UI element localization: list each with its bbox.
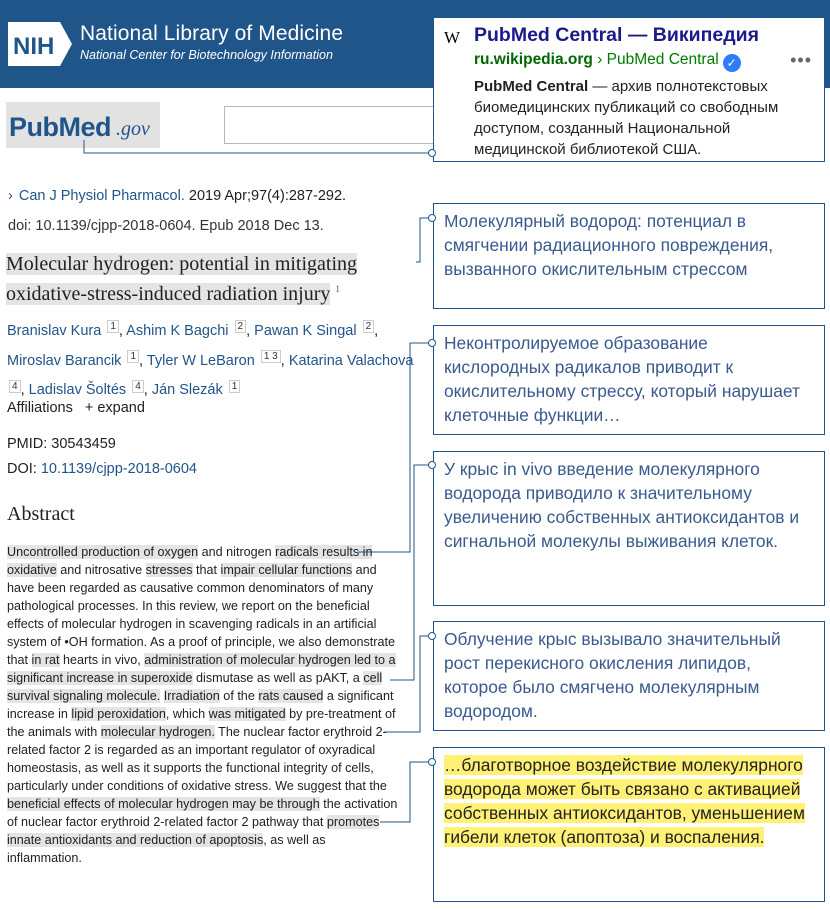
abstract-heading: Abstract — [7, 503, 75, 525]
abstract-highlight: was mitigated — [208, 707, 286, 721]
abstract-highlight: stresses — [145, 563, 193, 577]
doi-label: DOI: — [7, 461, 41, 477]
wiki-url[interactable] — [474, 51, 741, 72]
abstract-highlight: lipid peroxidation — [71, 707, 166, 721]
title-superscript: 1 — [335, 284, 340, 294]
wiki-domain: ru.wikipedia.org — [474, 51, 593, 68]
author-item — [29, 382, 152, 398]
wiki-url-path: PubMed Central — [606, 51, 719, 68]
author-link[interactable]: Pawan K Singal — [254, 322, 357, 339]
expand-button[interactable] — [85, 400, 145, 416]
author-affiliation-number[interactable]: 1 — [229, 380, 241, 393]
doi-epub-line: doi: 10.1139/cjpp-2018-0604. Epub 2018 Dec 13. — [8, 218, 324, 234]
author-separator: , — [20, 382, 29, 399]
author-affiliation-number[interactable]: 1 — [107, 320, 119, 333]
author-link[interactable]: Miroslav Barancik — [7, 352, 122, 369]
citation-date: 2019 Apr;97(4):287-292. — [184, 188, 347, 204]
wikipedia-card — [433, 17, 825, 162]
author-link[interactable]: Branislav Kura — [7, 322, 102, 339]
abstract-highlight: promotes innate antioxidants and reduction of apoptosis — [7, 815, 380, 847]
verified-check-icon: ✓ — [723, 54, 741, 72]
doi-row — [7, 461, 197, 477]
expand-label: expand — [97, 400, 145, 416]
pmid: PMID: 30543459 — [7, 436, 116, 452]
pubmed-logo-suffix: .gov — [116, 118, 150, 140]
pubmed-logo-text: PubMed — [9, 112, 111, 142]
article-title — [6, 252, 416, 307]
author-item — [152, 382, 241, 398]
wiki-desc-bold: PubMed Central — [474, 78, 589, 95]
author-item — [126, 323, 254, 339]
abstract-segment: of the — [219, 689, 259, 703]
author-affiliation-number[interactable]: 4 — [132, 380, 144, 393]
wiki-desc-text: — архив полнотекстовых биомедицинских публикаций со свободным доступом, созданный Национальной медицинской библиотекой США. — [474, 78, 779, 158]
author-affiliation-number[interactable]: 1 — [127, 350, 139, 363]
nih-title: National Library of Medicine — [80, 22, 344, 45]
abstract-segment: a significant increase in — [7, 689, 394, 721]
abstract-highlight: molecular hydrogen. — [100, 725, 215, 739]
abstract-highlight: administration of molecular hydrogen led to a significant increase in superoxide — [7, 653, 396, 685]
article-title-text: Molecular hydrogen: potential in mitigating oxidative-stress-induced radiation injury — [6, 253, 358, 305]
nih-logo-text: NIH — [13, 33, 55, 60]
author-item — [7, 323, 126, 339]
translation-box-3: Облучение крыс вызывало значительный рост перекисного окисления липидов, которое было смягчено молекулярным водородом. — [433, 621, 825, 731]
abstract-highlight: in rat — [31, 653, 60, 667]
author-list — [7, 314, 427, 403]
more-options-icon[interactable]: ••• — [790, 50, 812, 70]
author-link[interactable]: Katarina Valachova — [288, 352, 414, 369]
abstract-segment: and have been regarded as causative common denominators of many pathological processes. In this review, we report on the beneficial effects of molecular hydrogen in scavenging radicals in an artificial system of •OH formation. As a proof of principle, we also demonstrate that — [7, 563, 395, 667]
author-link[interactable]: Ashim K Bagchi — [126, 322, 229, 339]
author-affiliation-number[interactable]: 4 — [9, 380, 21, 393]
author-link[interactable]: Ladislav Šoltés — [28, 382, 127, 399]
wikipedia-icon: W — [444, 28, 461, 47]
abstract-highlight: cell survival signaling molecule. — [7, 671, 383, 703]
translation-highlight: …благотворное воздействие молекулярного водорода может быть связано с активацией собственных антиоксидантов, уменьшением гибели клеток (апоптоза) и воспаления. — [444, 755, 805, 847]
abstract-segment: by pre-treatment of the animals with — [7, 707, 396, 739]
wiki-url-separator: › — [597, 51, 603, 68]
wiki-title-link[interactable]: PubMed Central — Википедия — [474, 24, 759, 46]
abstract-highlight: rats caused — [258, 689, 324, 703]
translation-box-4 — [433, 747, 825, 902]
abstract-segment: and nitrogen — [198, 545, 276, 559]
journal-link[interactable]: Can J Physiol Pharmacol. — [18, 188, 185, 204]
author-item — [146, 350, 289, 369]
abstract-text — [7, 543, 399, 867]
abstract-segment: hearts in vivo, — [59, 653, 145, 667]
chevron-right-icon[interactable]: › — [8, 188, 13, 204]
abstract-segment: , which — [165, 707, 209, 721]
abstract-highlight: radicals results in oxidative — [7, 545, 373, 577]
author-item — [254, 323, 378, 339]
abstract-segment: that — [192, 563, 221, 577]
citation — [8, 188, 346, 204]
author-separator: , — [280, 352, 289, 369]
affiliations-label: Affiliations — [7, 400, 73, 416]
abstract-segment: The nuclear factor erythroid 2-related factor 2 is regarded as an important regulator of oxyradical homeostasis, as well as it supports the functional integrity of cells, particularly under conditions of oxidative stress. We suggest that the — [7, 725, 387, 793]
pubmed-logo[interactable] — [6, 102, 160, 148]
author-separator: , — [118, 322, 127, 339]
abstract-segment: and nitrosative — [56, 563, 146, 577]
author-separator: , — [139, 352, 147, 369]
abstract-highlight: beneficial effects of molecular hydrogen may be through — [7, 797, 320, 811]
translation-box-2: У крыс in vivo введение молекулярного водорода приводило к значительному увеличению собственных антиоксидантов и сигнальной молекулы выживания клеток. — [433, 451, 825, 606]
affiliations-row — [7, 400, 145, 416]
abstract-segment: , as well as inflammation. — [7, 833, 326, 865]
abstract-highlight: Irradiation — [163, 689, 220, 703]
translation-box-1: Неконтролируемое образование кислородных радикалов приводит к окислительному стрессу, который нарушает клеточные функции… — [433, 325, 825, 435]
abstract-segment: the activation of nuclear factor erythroid 2-related factor 2 pathway that — [7, 797, 398, 829]
abstract-segment: dismutase as well as pAKT, a — [192, 671, 364, 685]
doi-link[interactable]: 10.1139/cjpp-2018-0604 — [40, 461, 197, 477]
wiki-description — [474, 76, 819, 160]
author-affiliation-number[interactable]: 2 — [363, 320, 375, 333]
author-affiliation-number[interactable]: 1 3 — [261, 350, 281, 363]
author-link[interactable]: Ján Slezák — [151, 382, 223, 399]
translation-box-title: Молекулярный водород: потенциал в смягчении радиационного повреждения, вызванного окислительным стрессом — [433, 203, 825, 309]
search-input[interactable] — [224, 106, 444, 144]
nih-subtitle: National Center for Biotechnology Information — [80, 48, 333, 62]
abstract-highlight: Uncontrolled production of oxygen — [7, 545, 199, 559]
author-affiliation-number[interactable]: 2 — [235, 320, 247, 333]
connector-title — [416, 218, 432, 262]
nih-logo[interactable] — [8, 22, 72, 66]
author-separator: , — [246, 322, 255, 339]
abstract-highlight: impair cellular functions — [220, 563, 353, 577]
author-separator: , — [374, 322, 379, 339]
author-separator: , — [143, 382, 152, 399]
author-item — [7, 350, 147, 369]
author-link[interactable]: Tyler W LeBaron — [146, 352, 255, 369]
plus-icon: + — [84, 400, 98, 416]
